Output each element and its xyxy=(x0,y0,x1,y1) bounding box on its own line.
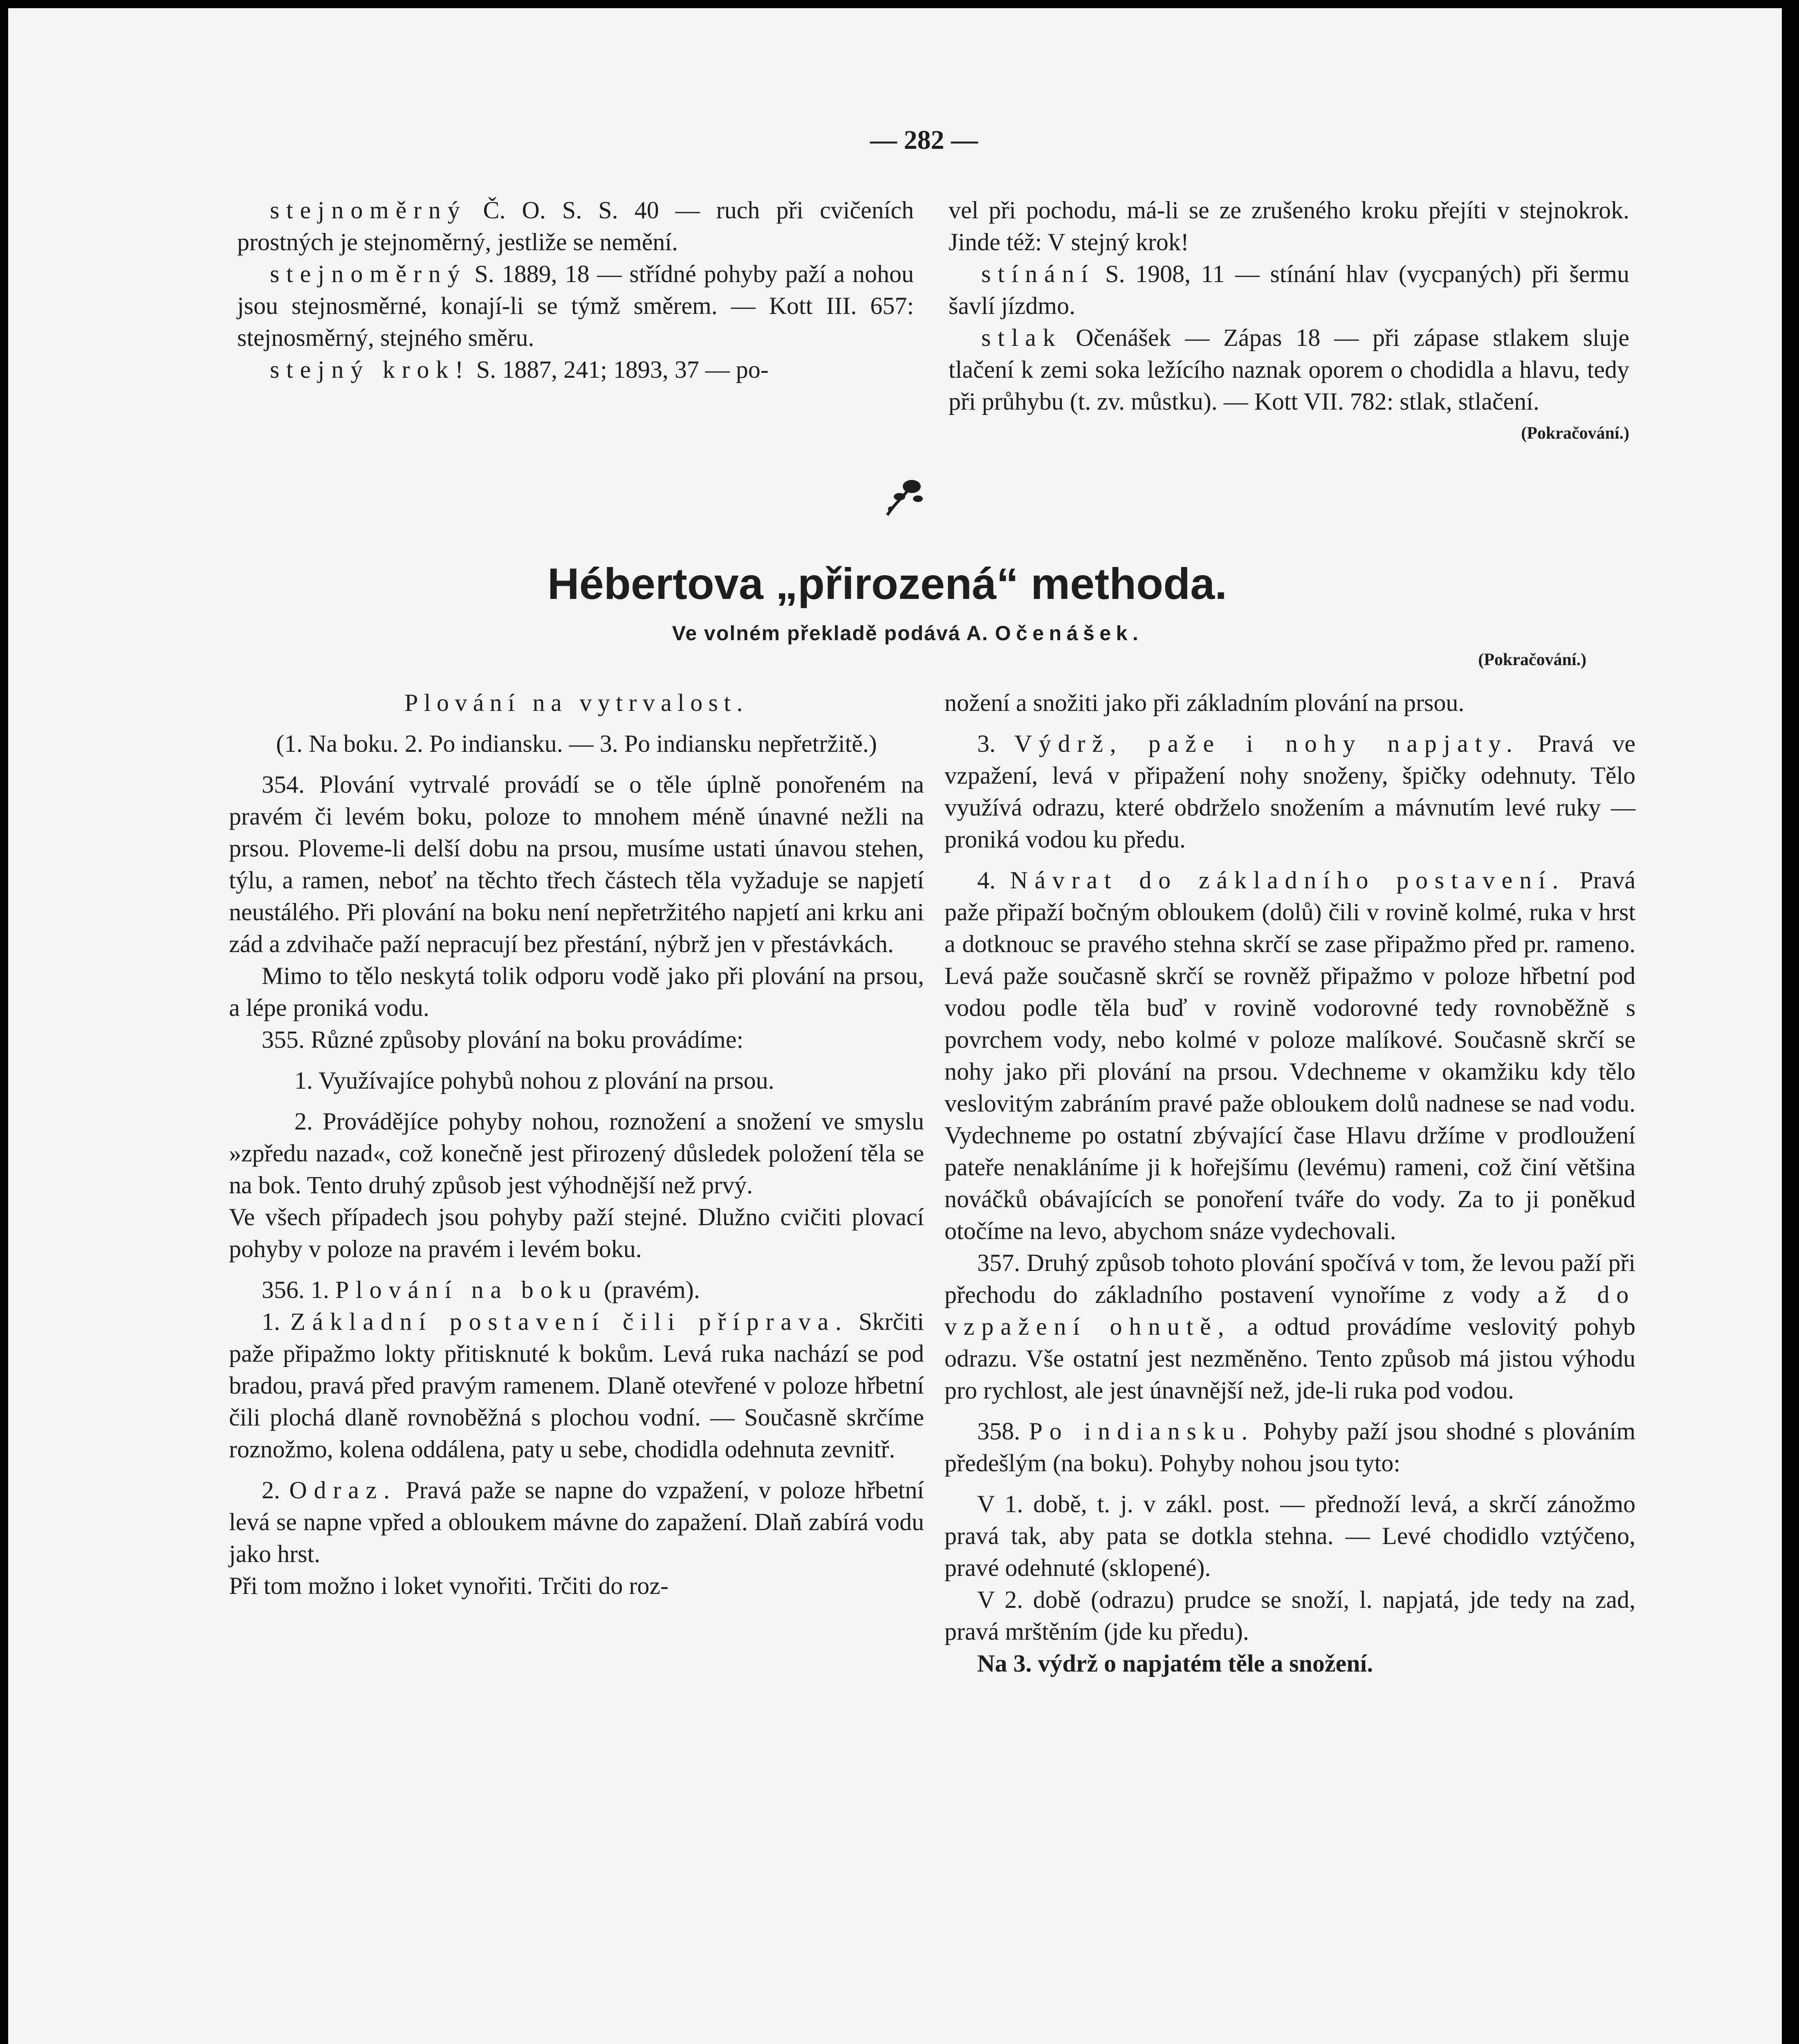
entry-stejnomerny-2: stejnoměrný S. 1889, 18 — střídné pohyby paží a nohou jsou stejnosměrné, konají-li se týmž směrem. — Kott III. 657: stejnosměrný, stejného směru. xyxy=(237,260,914,351)
entry-stejny-krok: stejný krok! S. 1887, 241; 1893, 37 — po- xyxy=(270,356,769,383)
step-3: 3. Výdrž, paže i nohy napjaty. Pravá ve vzpažení, levá v připažení nohy snoženy, špičky odehnuty. Tělo využívá odrazu, které obdrželo snožením a mávnutím levé ruky — proniká vodou ku předu. xyxy=(944,730,1635,853)
page xyxy=(8,8,1782,2044)
paragraph-358-3: Na 3. výdrž o napjatém těle a snožení. xyxy=(977,1650,1373,1677)
entry-stlak: stlak Očenášek — Zápas 18 — při zápase stlakem sluje tlačení k zemi soka ležícího naznak oporem o chodidla a hlavu, tedy při průhybu (t. zv. můstku). — Kott VII. 782: stlak, stlačení. xyxy=(949,324,1629,415)
paragraph-358-1: V 1. době, t. j. v zákl. post. — přednoží levá, a skrčí zánožmo pravá tak, aby pata se dotkla stehna. — Levé chodidlo vztýčeno, pravé odehnuté (sklopené). xyxy=(944,1490,1635,1581)
section-heading: Plování na vytrvalost. xyxy=(404,689,749,716)
paragraph-355: 355. Různé způsoby plování na boku provádíme: xyxy=(262,1026,744,1053)
entry-continued: vel při pochodu, má-li se ze zrušeného kroku přejíti v stejnokrok. Jinde též: V stejný krok! xyxy=(949,197,1629,256)
paragraph-358: 358. Po indiansku. Pohyby paží jsou shodné s plováním předešlým (na boku). Pohyby nohou jsou tyto: xyxy=(944,1418,1635,1477)
paragraph-354b: Mimo to tělo neskytá tolik odporu vodě jako při plování na prsou, a lépe proniká vodu. xyxy=(229,962,924,1021)
step-1: 1. Základní postavení čili příprava. Skrčiti paže připažmo lokty přitisknuté k bokům. Levá ruka nachází se pod bradou, pravá před pravým ramenem. Dlaně otevřené v poloze hřbetní čili plochá dlaně rovnoběžná s plochou vodní. — Současně skrčíme roznožmo, kolena oddálena, paty u sebe, chodidla odehnuta zevnitř. xyxy=(229,1308,924,1463)
step-2: 2. Odraz. Pravá paže se napne do vzpažení, v poloze hřbetní levá se napne vpřed a obloukem mávne do zapažení. Dlaň zabírá vodu jako hrst. xyxy=(229,1477,924,1567)
article-title: Hébertova „přirozená“ methoda. xyxy=(547,559,1227,608)
entry-stejnomerny-1: stejnoměrný Č. O. S. S. 40 — ruch při cvičeních prostných je stejnoměrný, jestliže se nemění. xyxy=(237,197,914,256)
paragraph-356: 356. 1. Plování na boku (pravém). xyxy=(262,1276,700,1303)
article-subtitle: Ve volném překladě podává A. Očenášek. xyxy=(672,622,1144,645)
entry-stinani: stínání S. 1908, 11 — stínání hlav (vycpaných) při šermu šavlí jízdmo. xyxy=(949,260,1630,319)
flourish-ornament-icon xyxy=(883,474,928,519)
step-2-continued: nožení a snožiti jako při základním plování na prsou. xyxy=(944,689,1465,716)
paragraph-354: 354. Plování vytrvalé provádí se o těle úplně ponořeném na pravém či levém boku, poloze to mnohem méně únavné nežli na prsou. Ploveme-li delší dobu na prsou, musíme ustati únavou stehen, týlu, a ramen, neboť na těchto třech částech těla vyžaduje se napjetí neustálého. Při plování na boku není nepřetržitého napjetí ani krku ani zád a zdvihače paží nepracují bez přestání, nýbrž jen v přestávkách. xyxy=(229,771,924,957)
left-body-column xyxy=(229,687,924,1602)
paragraph-355-2: 2. Provádějíce pohyby nohou, roznožení a snožení ve smyslu »zpředu nazad«, což konečně jest přirozený důsledek položení těla se na bok. Tento druhý způsob jest výhodnější než prvý. xyxy=(229,1108,924,1199)
section-subheading: (1. Na boku. 2. Po indiansku. — 3. Po indiansku nepřetržitě.) xyxy=(276,730,877,757)
continuation-note-article: (Pokračování.) xyxy=(1478,650,1586,669)
top-left-column xyxy=(237,194,914,385)
top-right-column xyxy=(949,194,1629,449)
continuation-note-top: (Pokračování.) xyxy=(1521,424,1629,443)
paragraph-355-3: Ve všech případech jsou pohyby paží stejné. Dlužno cvičiti plovací pohyby v poloze na pravém i levém boku. xyxy=(229,1204,924,1262)
step-4: 4. Návrat do základního postavení. Pravá paže připaží bočným obloukem (dolů) čili v rovině kolmé, ruka v hrst a dotknouc se pravého stehna skrčí se zase připažmo před pr. rameno. Levá paže současně skrčí se rovněž připažmo v poloze hřbetní pod vodou podle těla buď v rovině vodorovné tedy rovnoběžně s povrchem vody, nebo kolmé v poloze malíkové. Současně skrčí se nohy jako při plování na prsou. Vdechneme v okamžiku kdy tělo veslovitým zabráním pravé paže obloukem dolů nadnese se nad vodu. Vydechneme po ostatní zbývající čase Hlavu držíme v prodloužení pateře nenakláníme ji k hořejšímu (levému) rameni, což činí většina nováčků obávajících se ponoření tváře do vody. Za to ji poněkud otočíme na levo, abychom snáze vydechovali. xyxy=(944,867,1636,1244)
step-2-tail: Při tom možno i loket vynořiti. Trčiti do roz- xyxy=(229,1572,668,1599)
paragraph-358-2: V 2. době (odrazu) prudce se snoží, l. napjatá, jde tedy na zad, pravá mrštěním (jde ku předu). xyxy=(944,1586,1635,1645)
paragraph-357: 357. Druhý způsob tohoto plování spočívá v tom, že levou paží při přechodu do základního postavení vynoříme z vody až do vzpažení ohnutě, a odtud provádíme veslovitý pohyb odrazu. Vše ostatní jest nezměněno. Tento způsob má jistou výhodu pro rychlost, ale jest únavnější než, jde-li ruka pod vodou. xyxy=(944,1249,1636,1404)
page-number: — 282 — xyxy=(870,125,978,155)
right-body-column xyxy=(944,687,1635,1679)
paragraph-355-1: 1. Využívajíce pohybů nohou z plování na prsou. xyxy=(294,1067,774,1094)
